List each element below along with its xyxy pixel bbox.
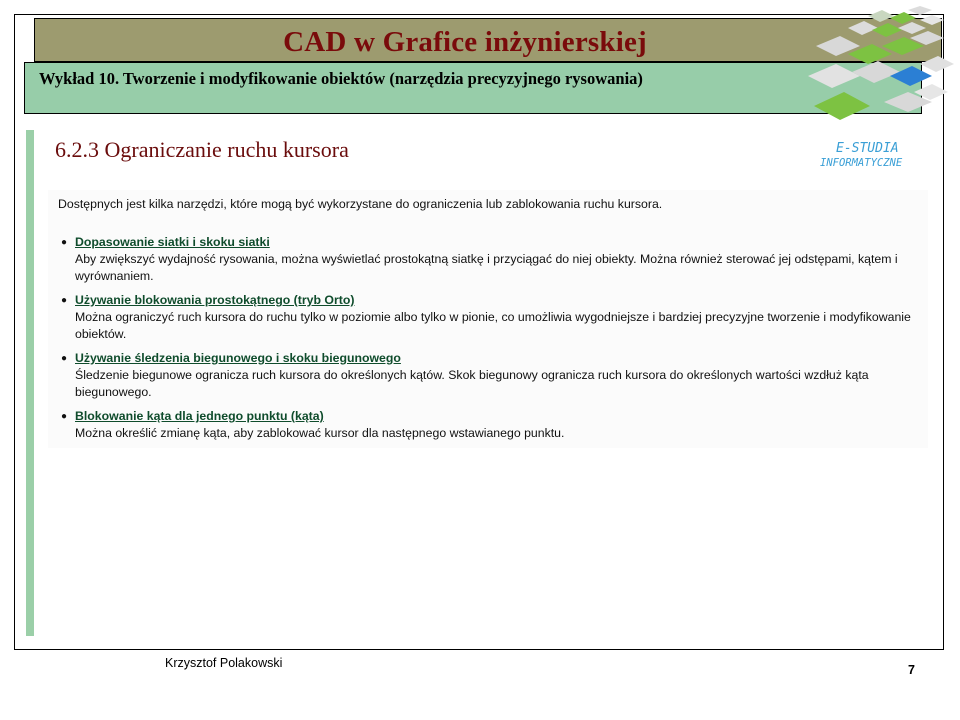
item-description: Aby zwiększyć wydajność rysowania, można wyświetlać prostokątną siatkę i przyciągać do niej obiekty. Można również sterować jej odstępami, kątem i wyrównaniem. [75,252,898,283]
list-item [58,234,930,285]
item-description: Śledzenie biegunowe ogranicza ruch kursora do określonych kątów. Skok biegunowy ogranicza ruch kursora do określonych wartości wzdłuż kąta biegunowego. [75,368,869,399]
tool-list [58,234,930,449]
subtitle-bar [24,62,922,114]
intro-text: Dostępnych jest kilka narzędzi, które mogą być wykorzystane do ograniczenia lub zablokowania ruchu kursora. [58,197,663,211]
bullet-icon: ● [61,237,68,248]
section-heading: 6.2.3 Ograniczanie ruchu kursora [55,137,349,162]
link-grid-snap[interactable]: Dopasowanie siatki i skoku siatki [75,235,270,249]
list-item [58,292,930,343]
slide-title: CAD w Grafice inżynierskiej [283,26,647,58]
item-description: Można określić zmianę kąta, aby zablokować kursor dla następnego wstawianego punktu. [75,426,565,440]
lecture-subtitle: Wykład 10. Tworzenie i modyfikowanie obiektów (narzędzia precyzyjnego rysowania) [39,69,643,88]
bullet-icon: ● [61,353,68,364]
link-polar-tracking[interactable]: Używanie śledzenia biegunowego i skoku biegunowego [75,351,401,365]
left-accent-stripe [26,130,34,636]
author-name: Krzysztof Polakowski [165,656,283,670]
list-item [58,350,930,401]
logo-text-line2: INFORMATYCZNE [820,157,903,169]
link-ortho-mode[interactable]: Używanie blokowania prostokątnego (tryb Orto) [75,293,355,307]
page-number: 7 [908,663,915,677]
bullet-icon: ● [61,295,68,306]
logo-text-line1: E-STUDIA [836,141,899,156]
e-studia-logo [808,6,954,176]
list-item [58,408,930,442]
title-bar [34,18,942,62]
link-angle-lock[interactable]: Blokowanie kąta dla jednego punktu (kąta) [75,409,324,423]
item-description: Można ograniczyć ruch kursora do ruchu tylko w poziomie albo tylko w pionie, co umożliwia wygodniejsze i bardziej precyzyjne tworzenie i modyfikowanie obiektów. [75,310,911,341]
bullet-icon: ● [61,411,68,422]
logo-tiles-icon [808,6,954,120]
content-panel [48,190,928,448]
